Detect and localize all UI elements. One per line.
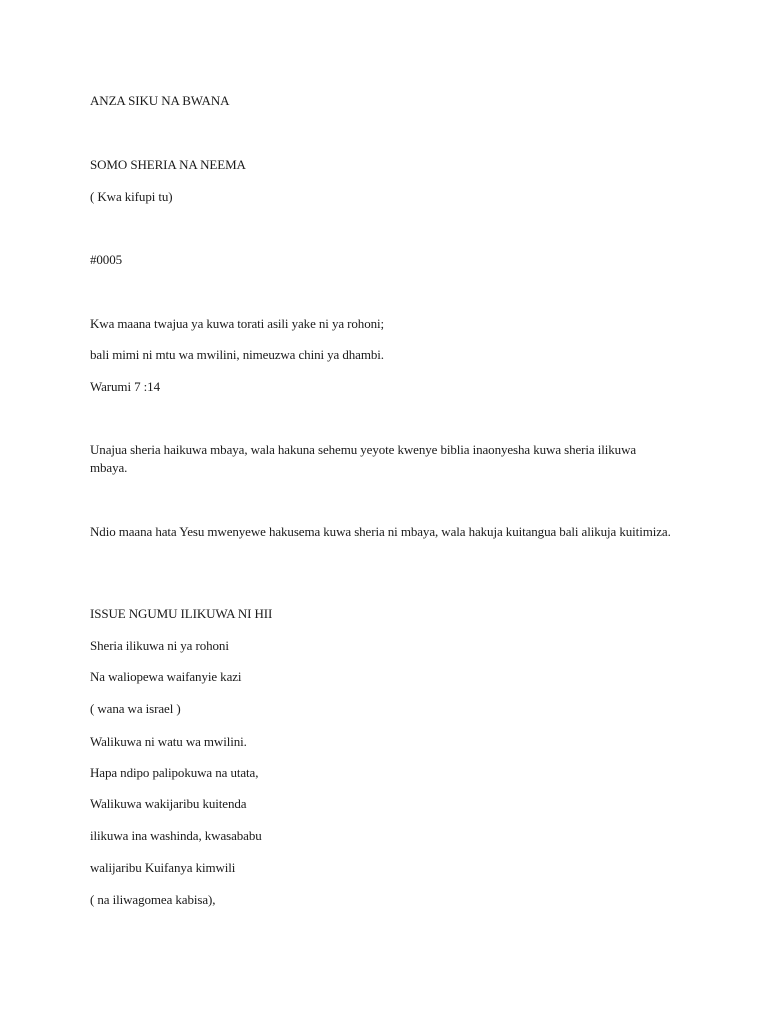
body-line: Walikuwa wakijaribu kuitenda bbox=[90, 796, 247, 811]
subject-heading: SOMO SHERIA NA NEEMA bbox=[90, 157, 246, 172]
section-heading: ISSUE NGUMU ILIKUWA NI HII bbox=[90, 606, 273, 621]
body-line: Na waliopewa waifanyie kazi bbox=[90, 669, 242, 684]
verse-line-1: Kwa maana twajua ya kuwa torati asili yake ni ya rohoni; bbox=[90, 316, 385, 331]
body-line: walijaribu Kuifanya kimwili bbox=[90, 860, 236, 875]
subject-note: ( Kwa kifupi tu) bbox=[90, 189, 173, 204]
body-line: ( na iliwagomea kabisa), bbox=[90, 892, 216, 907]
body-line: ( wana wa israel ) bbox=[90, 701, 181, 716]
verse-line-2: bali mimi ni mtu wa mwilini, nimeuzwa chini ya dhambi. bbox=[90, 347, 384, 362]
verse-reference: Warumi 7 :14 bbox=[90, 379, 160, 394]
body-line: Walikuwa ni watu wa mwilini. bbox=[90, 734, 247, 749]
body-line: Sheria ilikuwa ni ya rohoni bbox=[90, 638, 229, 653]
body-line: ilikuwa ina washinda, kwasababu bbox=[90, 828, 262, 843]
body-line: Hapa ndipo palipokuwa na utata, bbox=[90, 765, 259, 780]
document-title: ANZA SIKU NA BWANA bbox=[90, 93, 230, 108]
paragraph-1: Unajua sheria haikuwa mbaya, wala hakuna sehemu yeyote kwenye biblia inaonyesha kuwa sheria ilikuwa mbaya. bbox=[90, 442, 637, 475]
document-number: #0005 bbox=[90, 252, 123, 267]
paragraph-2: Ndio maana hata Yesu mwenyewe hakusema kuwa sheria ni mbaya, wala hakuja kuitangua bali alikuja kuitimiza. bbox=[90, 524, 671, 539]
